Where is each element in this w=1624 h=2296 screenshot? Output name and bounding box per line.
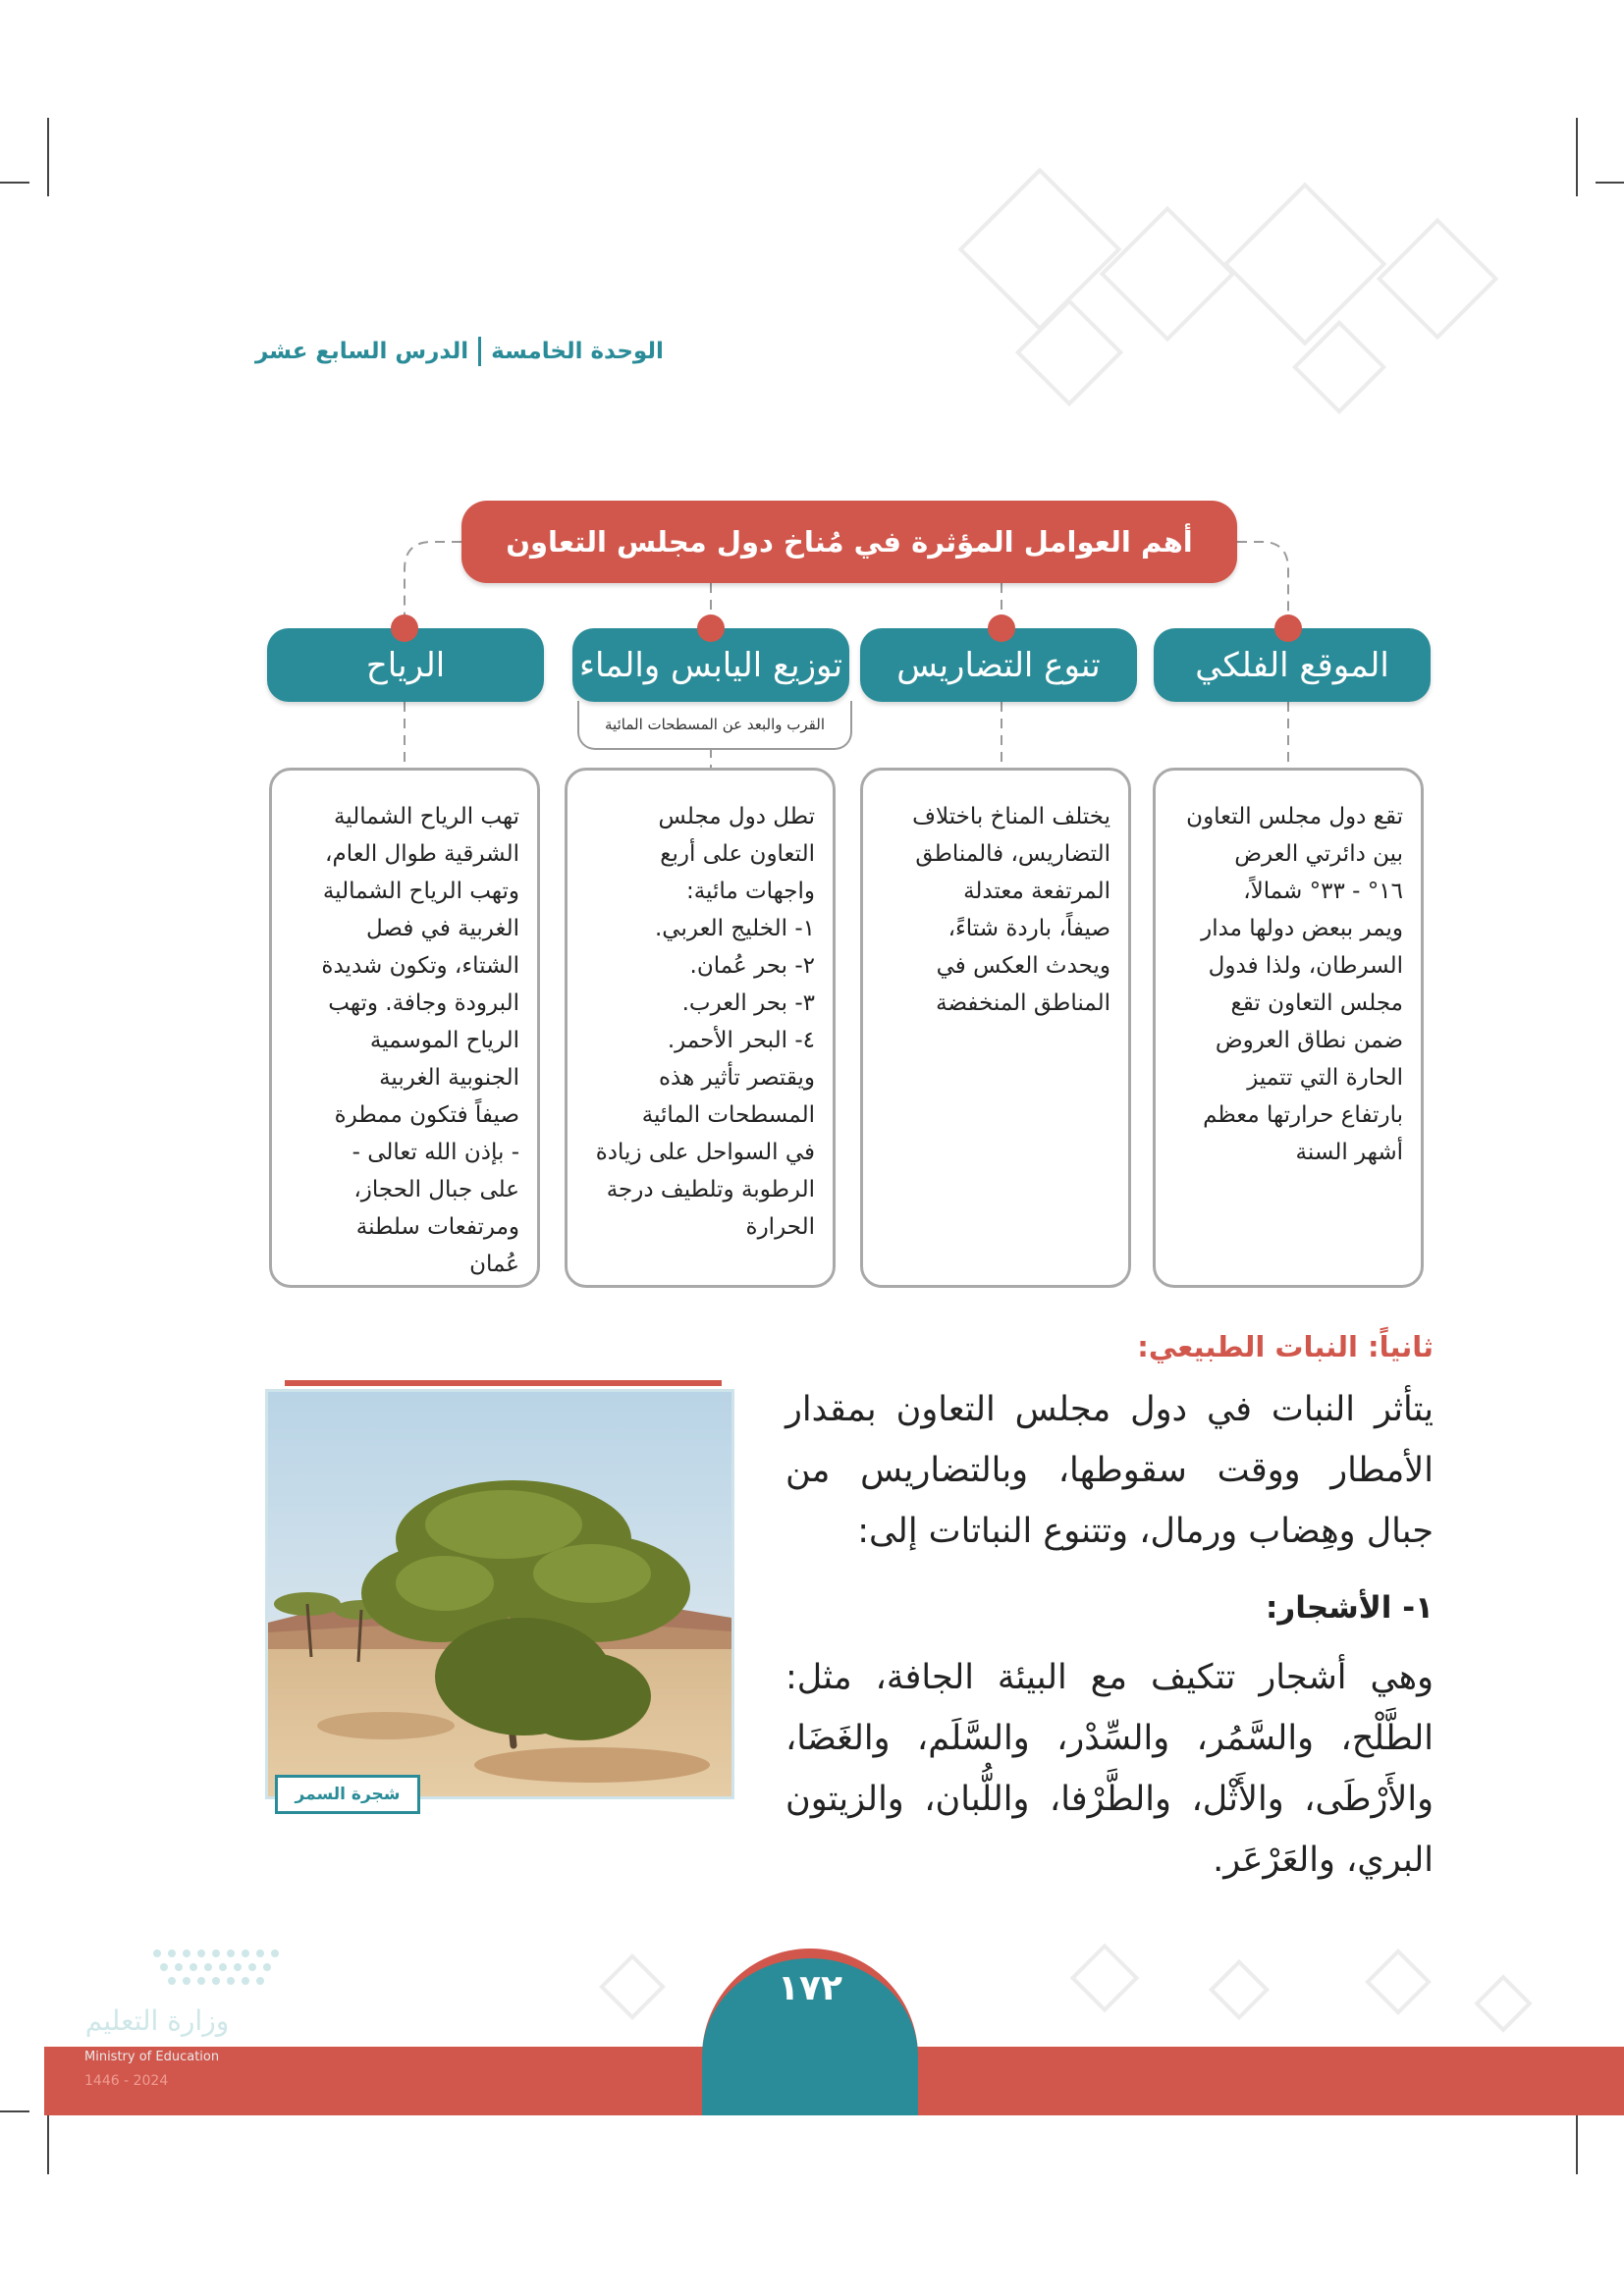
box-line: الحارة التي تتميز <box>1247 1065 1403 1091</box>
connector-dot <box>697 614 725 642</box>
box-terrain <box>860 768 1131 1288</box>
box-line: المرتفعة معتدلة <box>963 879 1110 904</box>
subheading-trees: ١- الأشجار: <box>1265 1590 1434 1626</box>
box-line: ٢- بحر عُمان. <box>689 953 815 979</box>
box-line: تطل دول مجلس <box>658 804 815 829</box>
box-line: على جبال الحجاز، <box>353 1177 519 1202</box>
box-line: بارتفاع حرارتها معظم <box>1203 1102 1403 1128</box>
box-line: في السواحل على زيادة <box>595 1140 815 1165</box>
decorative-pattern <box>1209 1959 1270 2020</box>
box-line: ١- الخليج العربي. <box>655 916 815 941</box>
decorative-pattern <box>1365 1949 1432 2015</box>
box-line: الحرارة <box>745 1214 815 1240</box>
box-line: يختلف المناخ باختلاف <box>912 804 1110 829</box>
box-line: الشتاء، وتكون شديدة <box>321 953 519 979</box>
connector-dot <box>1274 614 1302 642</box>
box-land-water <box>565 768 836 1288</box>
box-line: ٤- البحر الأحمر. <box>667 1028 815 1053</box>
box-winds <box>269 768 540 1288</box>
box-line: ١٦° - ٣٣° شمالاً، <box>1243 879 1403 904</box>
section-title: ثانياً: النبات الطبيعي: <box>1137 1330 1434 1363</box>
box-line: وتهب الرياح الشمالية <box>322 879 519 904</box>
box-line: ويحدث العكس في <box>936 953 1110 979</box>
photo-accent-bar <box>285 1380 722 1386</box>
box-line: عُمان <box>469 1252 519 1277</box>
page-number: ١٧٢ <box>778 1968 842 2008</box>
box-line: واجهات مائية: <box>685 879 815 904</box>
factor-land-water-distribution: توزيع اليابس والماء <box>572 628 849 702</box>
connector-dot <box>391 614 418 642</box>
box-line: الرطوبة وتلطيف درجة <box>606 1177 815 1202</box>
ministry-logo-dots <box>147 1944 295 1993</box>
box-line: الغربية في فصل <box>365 916 519 941</box>
box-line: الجنوبية الغربية <box>379 1065 519 1091</box>
ministry-logo-text: وزارة التعليم <box>84 2004 230 2037</box>
factor-note: القرب والبعد عن المسطحات المائية <box>577 701 852 750</box>
photo-caption: شجرة السمر <box>275 1775 420 1814</box>
box-line: الرياح الموسمية <box>369 1028 519 1053</box>
lesson-label: الدرس السابع عشر <box>255 339 469 364</box>
trees-paragraph: وهي أشجار تتكيف مع البيئة الجافة، مثل: الطَّلْح، والسَّمُر، والسِّدْر، والسَّلَم، والغَضَا، والأَرْطَى، والأَثْل، والطَّرْفا، واللُّبان، والزيتون البري، والعَرْعَر. <box>785 1658 1434 1880</box>
box-line: التعاون على أربع <box>660 841 815 867</box>
box-line: مجلس التعاون تقع <box>1230 990 1403 1016</box>
box-line: أشهر السنة <box>1295 1140 1403 1165</box>
box-line: تقع دول مجلس التعاون <box>1186 804 1403 829</box>
factor-terrain-diversity: تنوع التضاريس <box>860 628 1137 702</box>
tree-illustration <box>268 1392 731 1796</box>
crop-mark <box>0 2110 29 2112</box>
box-line: المناطق المنخفضة <box>936 990 1110 1016</box>
box-line: البرودة وجافة. وتهب <box>328 990 519 1016</box>
diagram-title: أهم العوامل المؤثرة في مُناخ دول مجلس التعاون <box>461 501 1237 583</box>
ministry-subtitle: Ministry of Education <box>84 2050 220 2064</box>
box-line: ومرتفعات سلطنة <box>355 1214 519 1240</box>
factor-winds: الرياح <box>267 628 544 702</box>
acacia-tree-photo <box>265 1389 734 1799</box>
section-intro: يتأثر النبات في دول مجلس التعاون بمقدار الأمطار ووقت سقوطها، وبالتضاريس من جبال وهِضاب ورمال، وتتنوع النباتات إلى: <box>785 1390 1434 1551</box>
box-line: التضاريس، فالمناطق <box>915 841 1110 867</box>
unit-label: الوحدة الخامسة <box>491 339 664 364</box>
box-line: المسطحات المائية <box>641 1102 815 1128</box>
box-line: ويقتصر تأثير هذه <box>658 1065 815 1091</box>
box-line: ٣- بحر العرب. <box>681 990 815 1016</box>
box-astronomical-location <box>1153 768 1424 1288</box>
box-line: صيفاً، باردة شتاءً، <box>947 916 1110 941</box>
box-line: تهب الرياح الشمالية <box>333 804 519 829</box>
edition-year: 2024 - 1446 <box>84 2073 169 2089</box>
box-line: بين دائرتي العرض <box>1234 841 1403 867</box>
connector-dot <box>988 614 1015 642</box>
box-line: السرطان، ولذا فدول <box>1208 953 1403 979</box>
box-line: صيفاً فتكون ممطرة <box>334 1102 519 1128</box>
box-line: الشرقية طوال العام، <box>325 841 519 867</box>
box-line: - بإذن الله تعالى - <box>352 1140 519 1165</box>
box-line: ويمر ببعض دولها مدار <box>1201 916 1403 941</box>
decorative-pattern <box>1474 1974 1532 2032</box>
box-line: ضمن نطاق العروض <box>1215 1028 1403 1053</box>
factor-astronomical-location: الموقع الفلكي <box>1154 628 1431 702</box>
decorative-pattern <box>1070 1944 1140 2013</box>
decorative-pattern <box>599 1953 666 2020</box>
